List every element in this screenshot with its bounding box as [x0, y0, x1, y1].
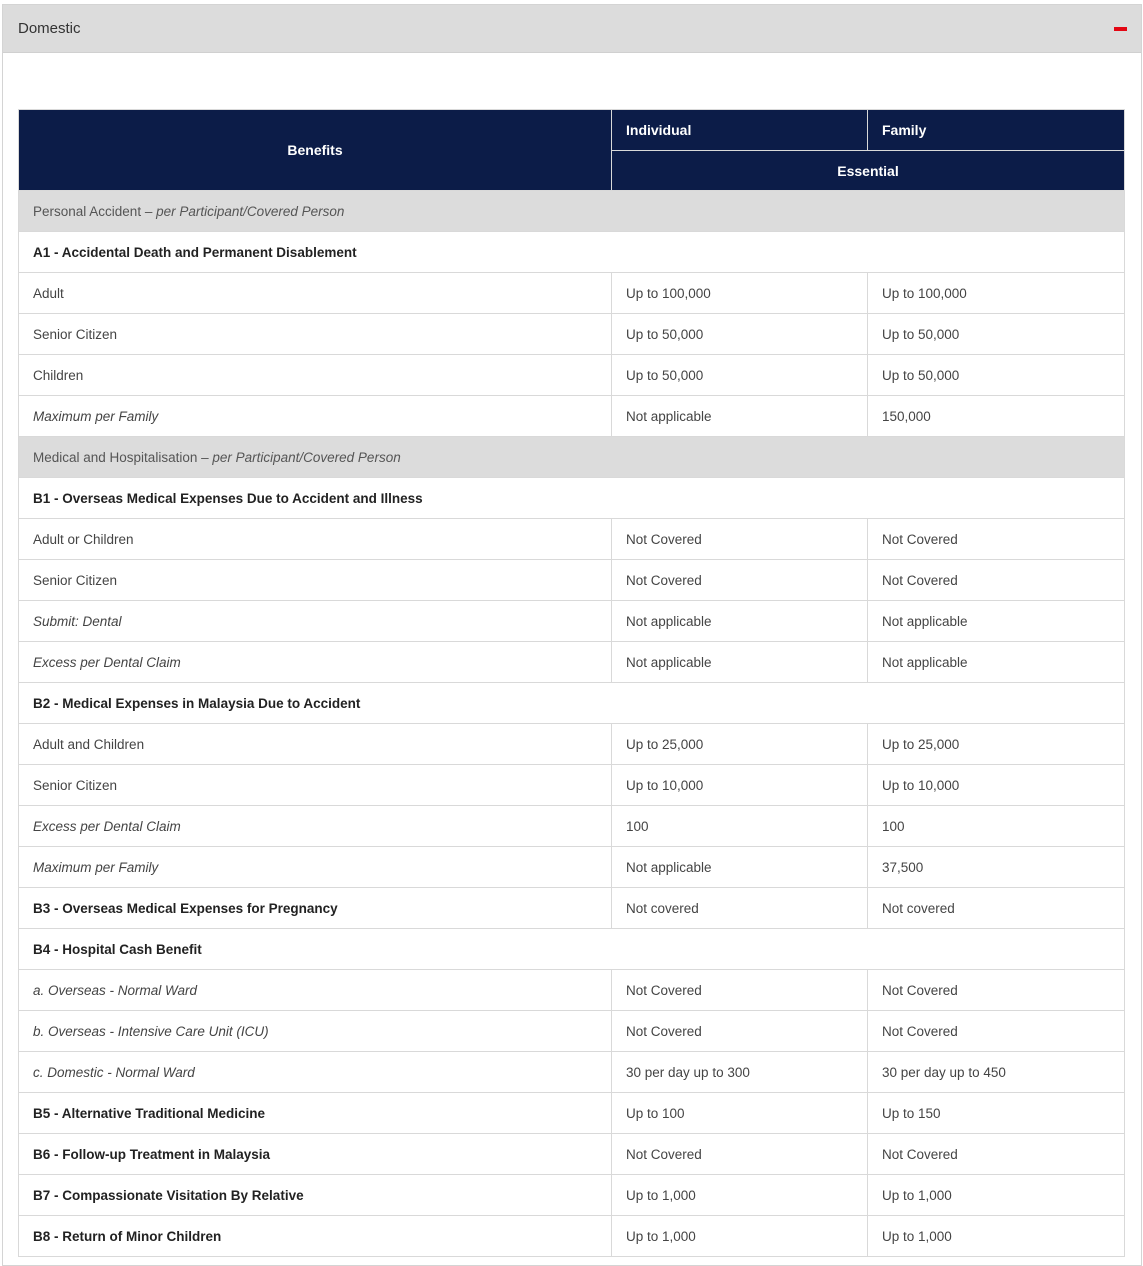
- family-value: Up to 1,000: [868, 1175, 1125, 1216]
- benefit-group-title: B2 - Medical Expenses in Malaysia Due to Accident: [19, 683, 1125, 724]
- benefit-label: Senior Citizen: [19, 314, 612, 355]
- individual-value: Up to 1,000: [612, 1216, 868, 1257]
- benefit-label: Adult or Children: [19, 519, 612, 560]
- individual-value: Not applicable: [612, 601, 868, 642]
- benefit-group-title: B4 - Hospital Cash Benefit: [19, 929, 1125, 970]
- header-individual: Individual: [612, 110, 868, 151]
- individual-value: Not Covered: [612, 1134, 868, 1175]
- family-value: Up to 150: [868, 1093, 1125, 1134]
- table-section-row: [19, 437, 1125, 478]
- benefit-label: Excess per Dental Claim: [19, 642, 612, 683]
- benefit-label: Maximum per Family: [19, 847, 612, 888]
- benefit-group-title-row: [19, 478, 1125, 519]
- accordion-header-domestic[interactable]: [3, 5, 1141, 53]
- table-row: [19, 1134, 1125, 1175]
- individual-value: Not Covered: [612, 519, 868, 560]
- table-row: [19, 396, 1125, 437]
- benefits-accordion-panel: [2, 4, 1142, 1266]
- individual-value: Up to 100,000: [612, 273, 868, 314]
- family-value: 100: [868, 806, 1125, 847]
- table-row: [19, 888, 1125, 929]
- family-value: 30 per day up to 450: [868, 1052, 1125, 1093]
- section-label: [19, 191, 1125, 232]
- individual-value: Not applicable: [612, 847, 868, 888]
- individual-value: Not Covered: [612, 1011, 868, 1052]
- table-row: [19, 314, 1125, 355]
- individual-value: Up to 100: [612, 1093, 868, 1134]
- table-row: [19, 642, 1125, 683]
- table-row: [19, 970, 1125, 1011]
- section-label: [19, 437, 1125, 478]
- benefit-label: Senior Citizen: [19, 560, 612, 601]
- family-value: Not applicable: [868, 601, 1125, 642]
- individual-value: Not Covered: [612, 560, 868, 601]
- table-row: [19, 273, 1125, 314]
- individual-value: Not applicable: [612, 642, 868, 683]
- benefits-table-body: [19, 191, 1125, 1257]
- benefit-label: b. Overseas - Intensive Care Unit (ICU): [19, 1011, 612, 1052]
- family-value: Up to 100,000: [868, 273, 1125, 314]
- section-label-text: Personal Accident –: [33, 203, 157, 219]
- benefit-group-title-row: [19, 683, 1125, 724]
- individual-value: Up to 50,000: [612, 355, 868, 396]
- section-label-text: Medical and Hospitalisation –: [33, 449, 213, 465]
- family-value: Up to 25,000: [868, 724, 1125, 765]
- table-row: [19, 806, 1125, 847]
- table-row: [19, 1093, 1125, 1134]
- benefits-table: [18, 109, 1125, 1257]
- table-row: [19, 1052, 1125, 1093]
- benefit-label: B8 - Return of Minor Children: [19, 1216, 612, 1257]
- header-family: Family: [868, 110, 1125, 151]
- benefit-label: Maximum per Family: [19, 396, 612, 437]
- header-plan-essential: Essential: [612, 151, 1125, 191]
- individual-value: 30 per day up to 300: [612, 1052, 868, 1093]
- benefit-group-title: A1 - Accidental Death and Permanent Disablement: [19, 232, 1125, 273]
- benefit-label: c. Domestic - Normal Ward: [19, 1052, 612, 1093]
- family-value: Up to 50,000: [868, 314, 1125, 355]
- table-row: [19, 601, 1125, 642]
- family-value: Not Covered: [868, 560, 1125, 601]
- benefit-label: Excess per Dental Claim: [19, 806, 612, 847]
- benefit-group-title-row: [19, 232, 1125, 273]
- benefit-label: B6 - Follow-up Treatment in Malaysia: [19, 1134, 612, 1175]
- benefit-label: B7 - Compassionate Visitation By Relative: [19, 1175, 612, 1216]
- family-value: Not Covered: [868, 519, 1125, 560]
- individual-value: Not applicable: [612, 396, 868, 437]
- table-row: [19, 1216, 1125, 1257]
- section-label-qualifier: per Participant/Covered Person: [212, 449, 401, 465]
- benefit-group-title-row: [19, 929, 1125, 970]
- header-benefits: Benefits: [19, 110, 612, 191]
- table-row: [19, 1011, 1125, 1052]
- table-row: [19, 724, 1125, 765]
- table-row: [19, 847, 1125, 888]
- benefit-label: Children: [19, 355, 612, 396]
- benefit-label: a. Overseas - Normal Ward: [19, 970, 612, 1011]
- table-row: [19, 519, 1125, 560]
- individual-value: 100: [612, 806, 868, 847]
- individual-value: Up to 50,000: [612, 314, 868, 355]
- section-label-qualifier: per Participant/Covered Person: [156, 203, 345, 219]
- family-value: Not Covered: [868, 1134, 1125, 1175]
- table-row: [19, 765, 1125, 806]
- benefit-label: B3 - Overseas Medical Expenses for Pregnancy: [19, 888, 612, 929]
- family-value: Not Covered: [868, 1011, 1125, 1052]
- family-value: Not applicable: [868, 642, 1125, 683]
- individual-value: Up to 10,000: [612, 765, 868, 806]
- individual-value: Not covered: [612, 888, 868, 929]
- family-value: Not Covered: [868, 970, 1125, 1011]
- table-row: [19, 560, 1125, 601]
- table-row: [19, 355, 1125, 396]
- family-value: 37,500: [868, 847, 1125, 888]
- family-value: Up to 1,000: [868, 1216, 1125, 1257]
- individual-value: Up to 1,000: [612, 1175, 868, 1216]
- individual-value: Not Covered: [612, 970, 868, 1011]
- table-row: [19, 1175, 1125, 1216]
- benefit-label: B5 - Alternative Traditional Medicine: [19, 1093, 612, 1134]
- benefit-group-title: B1 - Overseas Medical Expenses Due to Accident and Illness: [19, 478, 1125, 519]
- accordion-title: Domestic: [18, 20, 81, 37]
- benefit-label: Submit: Dental: [19, 601, 612, 642]
- table-section-row: [19, 191, 1125, 232]
- family-value: Up to 50,000: [868, 355, 1125, 396]
- benefit-label: Senior Citizen: [19, 765, 612, 806]
- benefit-label: Adult and Children: [19, 724, 612, 765]
- benefit-label: Adult: [19, 273, 612, 314]
- family-value: 150,000: [868, 396, 1125, 437]
- family-value: Not covered: [868, 888, 1125, 929]
- family-value: Up to 10,000: [868, 765, 1125, 806]
- individual-value: Up to 25,000: [612, 724, 868, 765]
- minus-collapse-icon[interactable]: [1114, 27, 1127, 31]
